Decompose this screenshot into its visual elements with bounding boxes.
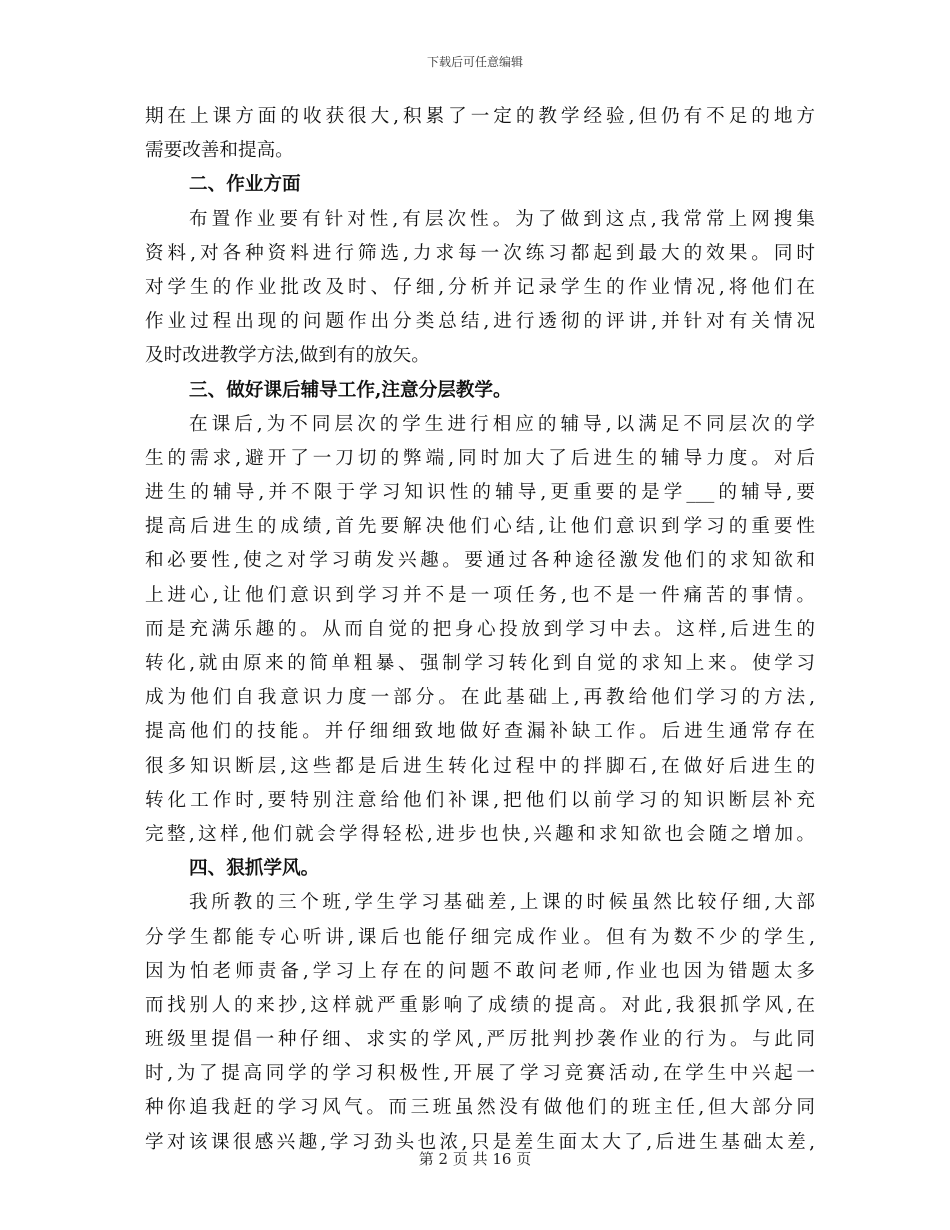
page-header: 下载后可任意编辑 <box>426 55 523 69</box>
body-line: 布置作业要有针对性,有层次性。为了做到这点,我常常上网搜集 <box>189 208 815 230</box>
body-line: 种你追我赶的学习风气。而三班虽然没有做他们的班主任,但大部分同 <box>145 1097 815 1119</box>
body-line: 而找别人的来抄,这样就严重影响了成绩的提高。对此,我狠抓学风,在 <box>145 994 815 1016</box>
body-line: 在课后,为不同层次的学生进行相应的辅导,以满足不同层次的学 <box>189 413 815 435</box>
body-line: 转化,就由原来的简单粗暴、强制学习转化到自觉的求知上来。使学习 <box>145 653 815 674</box>
section-heading: 四、狠抓学风。 <box>189 858 320 880</box>
body-line: 期在上课方面的收获很大,积累了一定的教学经验,但仍有不足的地方 <box>145 106 815 127</box>
section-heading: 三、做好课后辅导工作,注意分层教学。 <box>189 379 512 401</box>
body-line: 生的需求,避开了一刀切的弊端,同时加大了后进生的辅导力度。对后 <box>145 447 815 469</box>
body-line: 成为他们自我意识力度一部分。在此基础上,再教给他们学习的方法, <box>145 687 815 709</box>
body-line: 分学生都能专心听讲,课后也能仔细完成作业。但有为数不少的学生, <box>145 926 815 948</box>
body-line: 提高后进生的成绩,首先要解决他们心结,让他们意识到学习的重要性 <box>145 516 815 538</box>
body-line: 作业过程出现的问题作出分类总结,进行透彻的评讲,并针对有关情况 <box>145 311 815 333</box>
body-line: 及时改进教学方法,做到有的放矢。 <box>145 345 430 367</box>
body-line: 对学生的作业批改及时、仔细,分析并记录学生的作业情况,将他们在 <box>145 276 815 298</box>
body-line: 学对该课很感兴趣,学习劲头也浓,只是差生面太大了,后进生基础太差, <box>145 1131 815 1153</box>
body-line: 时,为了提高同学的学习积极性,开展了学习竞赛活动,在学生中兴起一 <box>145 1063 815 1085</box>
document-body <box>145 100 815 1160</box>
body-line: 资料,对各种资料进行筛选,力求每一次练习都起到最大的效果。同时 <box>145 242 815 264</box>
body-line: 进生的辅导,并不限于学习知识性的辅导,更重要的是学___的辅导,要 <box>145 482 815 504</box>
section-heading: 二、作业方面 <box>189 174 301 196</box>
body-line: 班级里提倡一种仔细、求实的学风,严厉批判抄袭作业的行为。与此同 <box>145 1029 815 1051</box>
page-number-footer: 第 2 页 共 16 页 <box>418 1150 532 1168</box>
body-line: 完整,这样,他们就会学得轻松,进步也快,兴趣和求知欲也会随之增加。 <box>145 823 815 845</box>
body-line: 上进心,让他们意识到学习并不是一项任务,也不是一件痛苦的事情。 <box>145 584 815 606</box>
body-line: 很多知识断层,这些都是后进生转化过程中的拌脚石,在做好后进生的 <box>145 755 815 777</box>
body-line: 需要改善和提高。 <box>145 140 294 162</box>
body-line: 因为怕老师责备,学习上存在的问题不敢问老师,作业也因为错题太多 <box>145 960 815 982</box>
body-line: 转化工作时,要特别注意给他们补课,把他们以前学习的知识断层补充 <box>145 789 815 811</box>
body-line: 和必要性,使之对学习萌发兴趣。要通过各种途径激发他们的求知欲和 <box>145 550 815 572</box>
body-line: 提高他们的技能。并仔细细致地做好查漏补缺工作。后进生通常存在 <box>145 721 815 743</box>
body-line: 我所教的三个班,学生学习基础差,上课的时候虽然比较仔细,大部 <box>189 892 815 914</box>
body-line: 而是充满乐趣的。从而自觉的把身心投放到学习中去。这样,后进生的 <box>145 618 815 640</box>
